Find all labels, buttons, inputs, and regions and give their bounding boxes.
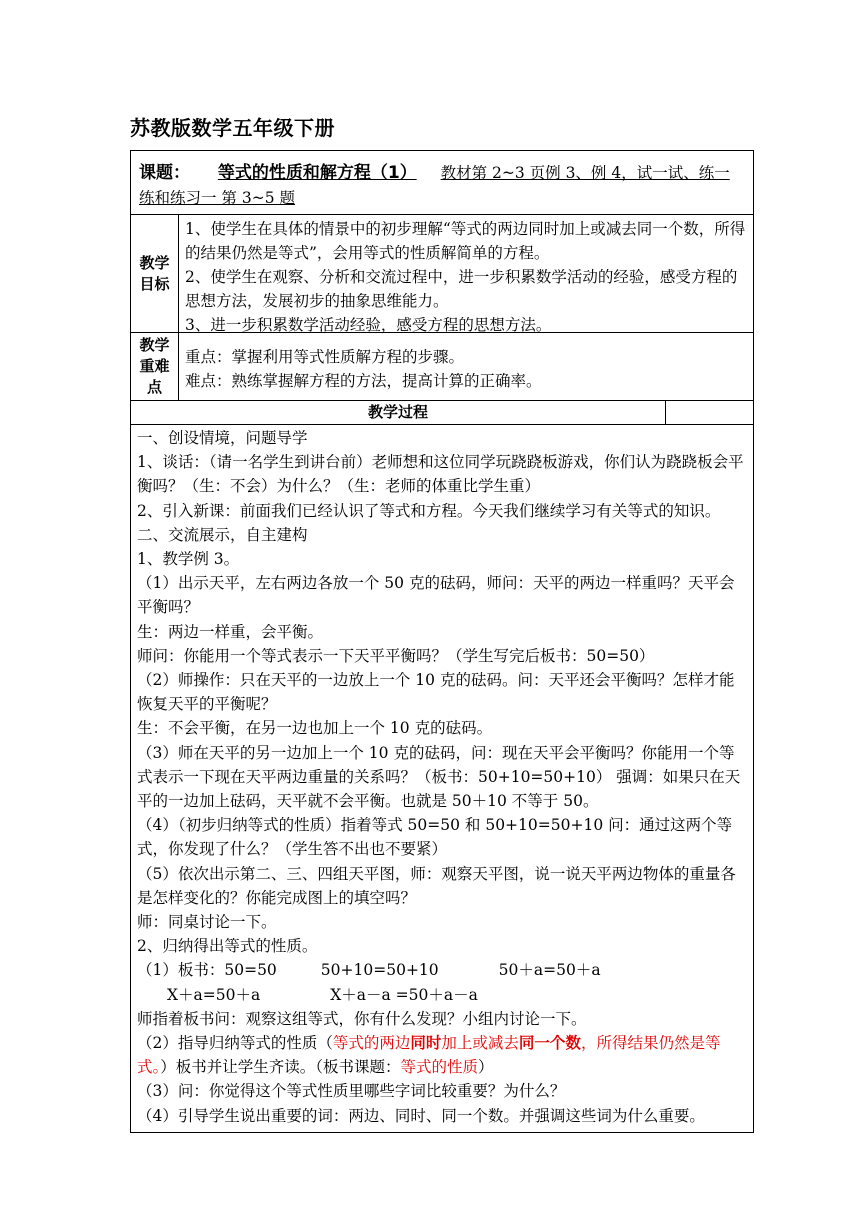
- process-line: 1、谈话：（请一名学生到讲台前）老师想和这位同学玩跷跷板游戏，你们认为跷跷板会平衡吗？（生：不会）为什么？（生：老师的体重比学生重）: [137, 453, 744, 496]
- process-line: （3）问：你觉得这个等式性质里哪些字词比较重要？为什么？: [137, 1082, 566, 1101]
- focus-label: [131, 333, 179, 400]
- board-row-1: [137, 958, 747, 982]
- topic-row: [131, 151, 753, 215]
- topic-title: 等式的性质和解方程（1）: [217, 163, 417, 183]
- summary-red-text: ，所得结果仍然是等式。: [137, 1034, 721, 1077]
- goal-item: 1、使学生在具体的情景中的初步理解“等式的两边同时加上或减去同一个数，所得的结果仍然是等式”，会用等式的性质解简单的方程。: [185, 220, 746, 262]
- process-line: 一、创设情境，问题导学: [137, 429, 308, 447]
- process-header-empty-cell: [666, 401, 753, 424]
- process-line: 生：两边一样重，会平衡。: [137, 622, 324, 641]
- process-line: （5）依次出示第二、三、四组天平图，师：观察天平图，说一说天平两边物体的重量各是怎样变化的？你能完成图上的填空吗？: [137, 864, 736, 907]
- goal-item: 3、进一步积累数学活动经验，感受方程的思想方法。: [185, 316, 552, 334]
- summary-text: ）板书并让学生齐读。（板书课题：: [160, 1058, 401, 1077]
- focus-row: [131, 333, 753, 401]
- process-line: 2、归纳得出等式的性质。: [137, 937, 318, 956]
- key-point: 重点：掌握利用等式性质解方程的步骤。: [185, 348, 465, 366]
- board-equation: 50＋a=50＋a: [498, 961, 601, 980]
- difficult-point: 难点：熟练掌握解方程的方法，提高计算的正确率。: [185, 372, 542, 390]
- goals-row: [131, 215, 753, 333]
- process-line: （4）引导学生说出重要的词：两边、同时、同一个数。并强调这些词为什么重要。: [137, 1106, 705, 1125]
- process-line: 师问：你能用一个等式表示一下天平平衡吗？（学生写完后板书：50=50）: [137, 646, 655, 665]
- board-row-2: [137, 983, 747, 1007]
- goals-content: [179, 215, 753, 332]
- summary-red-text: 加上或减去: [441, 1034, 519, 1053]
- summary-red-text: 等式的两边: [332, 1034, 411, 1053]
- summary-text: （2）指导归纳等式的性质（: [137, 1034, 333, 1053]
- process-line: 1、教学例 3。: [137, 550, 240, 569]
- process-body: [131, 425, 753, 1132]
- board-equation: （1）板书：50=50: [137, 961, 277, 980]
- process-line: 二、交流展示，自主建构: [137, 525, 308, 544]
- process-header: 教学过程: [131, 401, 666, 424]
- process-header-row: [131, 401, 753, 425]
- goal-item: 2、使学生在观察、分析和交流过程中，进一步积累数学活动的经验，感受方程的思想方法，发展初步的抽象思维能力。: [185, 268, 738, 310]
- focus-content: [179, 333, 753, 400]
- process-line: （2）师操作：只在天平的一边放上一个 10 克的砝码。问：天平还会平衡吗？怎样才能恢复天平的平衡呢？: [137, 671, 735, 714]
- process-line: 2、引入新课：前面我们已经认识了等式和方程。今天我们继续学习有关等式的知识。: [137, 501, 721, 520]
- board-equation: 50+10=50+10: [320, 961, 439, 980]
- topic-materials: 教材第 2~3 页例 3、例 4，试一试、练一练和练习一 第 3~5 题: [139, 164, 730, 207]
- focus-label-text: 教学重难点: [139, 336, 170, 396]
- process-line: （4）（初步归纳等式的性质）指着等式 50=50 和 50+10=50+10 问：通过这两个等式，你发现了什么？（学生答不出也不要紧）: [137, 816, 733, 859]
- process-line: （1）出示天平，左右两边各放一个 50 克的砝码，师问：天平的两边一样重吗？天平会平衡吗？: [137, 574, 735, 617]
- summary-red-title: 等式的性质: [400, 1058, 479, 1077]
- goals-label-text: 教学目标: [139, 253, 170, 293]
- document-title: 苏教版数学五年级下册: [130, 116, 335, 140]
- process-line: （3）师在天平的另一边加上一个 10 克的砝码，问：现在天平会平衡吗？你能用一个等式表示一下现在天平两边重量的关系吗？（板书：50+10=50+10） 强调：如果只在天平的一边加上砝码，天平就不会平衡。也就是 50＋10 不等于 50。: [137, 743, 741, 811]
- process-line: 生：不会平衡，在另一边也加上一个 10 克的砝码。: [137, 719, 493, 738]
- process-line: 师指着板书问：观察这组等式，你有什么发现？小组内讨论一下。: [137, 1009, 587, 1028]
- board-equation: Ⅹ＋a=50＋a: [167, 985, 261, 1004]
- lesson-plan-table: [130, 150, 754, 1133]
- summary-text: ）: [478, 1058, 494, 1077]
- goals-label: [131, 215, 179, 332]
- process-line: 师：同桌讨论一下。: [137, 913, 277, 932]
- board-equation: Ⅹ＋a－a =50＋a－a: [330, 985, 478, 1004]
- property-summary: [137, 1031, 747, 1079]
- summary-red-bold-text: 同一个数: [518, 1033, 581, 1053]
- summary-red-bold-text: 同时: [410, 1033, 442, 1053]
- topic-label: 课题：: [139, 163, 190, 183]
